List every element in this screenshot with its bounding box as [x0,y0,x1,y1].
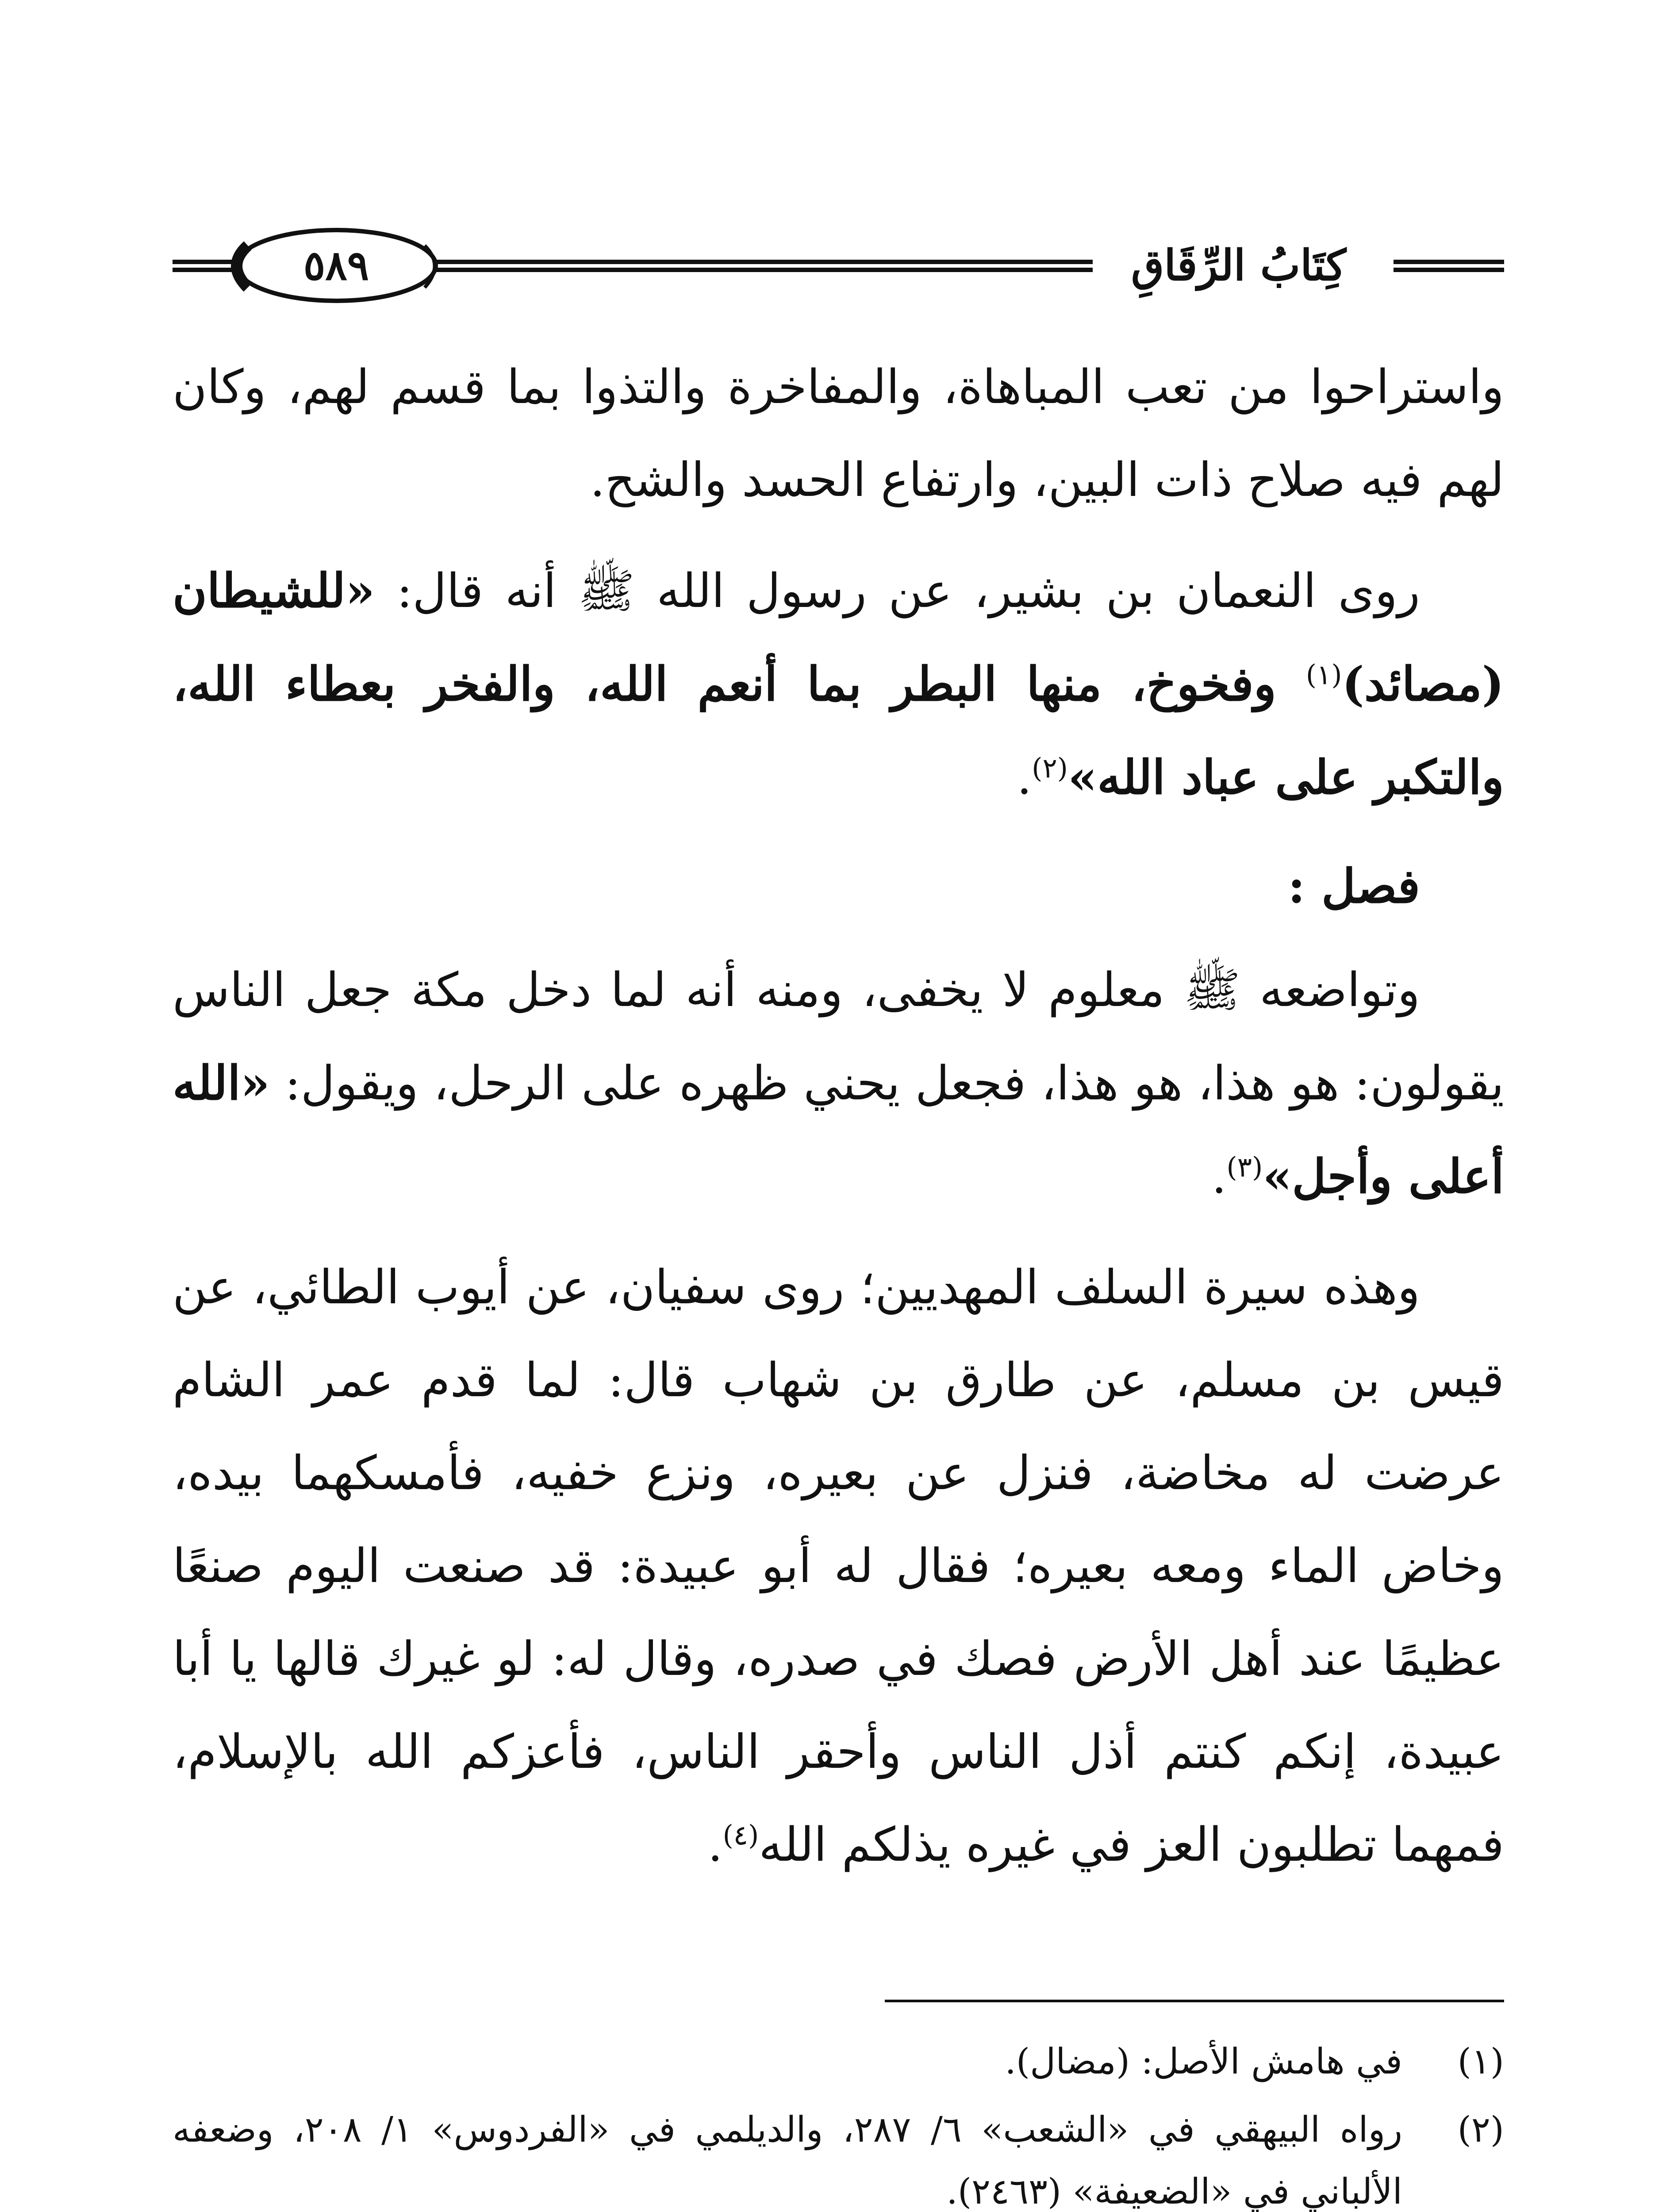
running-header [173,221,1504,310]
footnote-ref-4: (٤) [722,1819,759,1851]
footnote-1 [173,2031,1504,2093]
section-heading: فصل : [1288,858,1420,914]
paragraph-4-end: . [707,1817,723,1872]
page-number: ٥٨٩ [303,242,369,289]
paragraph-1: واستراحوا من تعب المباهاة، والمفاخرة والتذوا بما قسم لهم، وكان لهم فيه صلاح ذات البين، وارتفاع الحسد والشح. [173,360,1504,507]
footnotes [173,2031,1504,2212]
footnote-ref-3: (٣) [1226,1151,1263,1183]
footnote-text: رواه البيهقي في «الشعب» ٦/ ٢٨٧، والديلمي في «الفردوس» ١/ ٢٠٨، وضعفه الألباني في «الضعيفة» (٢٤٦٣). [173,2109,1402,2212]
footnote-ref-1: (١) [1305,658,1342,691]
main-text [173,341,1504,1909]
paragraph-3-text: وتواضعه ﷺ معلوم لا يخفى، ومنه أنه لما دخل مكة جعل الناس يقولون: هو هذا، هو هذا، فجعل يحني ظهره على الرحل، ويقول: [173,963,1504,1110]
hadith-text-part-1: «للشيطان (مصائد) [173,563,1504,711]
footnote-ref-2: (٢) [1032,752,1068,784]
footnote-number: (١) [1457,2041,1504,2082]
paragraph-2 [173,544,1504,824]
footnote-separator [885,2000,1504,2002]
paragraph-2-end: . [1017,750,1032,805]
footnote-text: في هامش الأصل: (مضال). [1005,2041,1402,2082]
paragraph-4 [173,1241,1504,1891]
footnote-number: (٢) [1457,2109,1504,2150]
paragraph-4-text: وهذه سيرة السلف المهديين؛ روى سفيان، عن أيوب الطائي، عن قيس بن مسلم، عن طارق بن شهاب قال: لما قدم عمر الشام عرضت له مخاضة، فنزل عن بعيره، ونزع خفيه، فأمسكهما بيده، وخاض الماء ومعه بعيره؛ فقال له أبو عبيدة: قد صنعت اليوم صنعًا عظيمًا عند أهل الأرض فصك في صدره، وقال له: لو غيرك قالها يا أبا عبيدة، إنكم كنتم أذل الناس وأحقر الناس، فأعزكم الله بالإسلام، فمهما تطلبون العز في غيره يذلكم الله [173,1260,1504,1872]
hadith-text-part-2: وفخوخ، منها البطر بما أنعم الله، والفخر بعطاء الله، والتكبر على عباد الله» [173,656,1504,805]
book-title: كِتَابُ الرِّقَاقِ [1097,234,1380,296]
hadith-intro: روى النعمان بن بشير، عن رسول الله ﷺ أنه قال: [375,564,1420,618]
quote-text: «الله أعلى وأجل» [173,1055,1504,1204]
paragraph-3-end: . [1211,1149,1227,1204]
paragraph-3 [173,944,1504,1223]
footnote-2 [173,2099,1504,2212]
